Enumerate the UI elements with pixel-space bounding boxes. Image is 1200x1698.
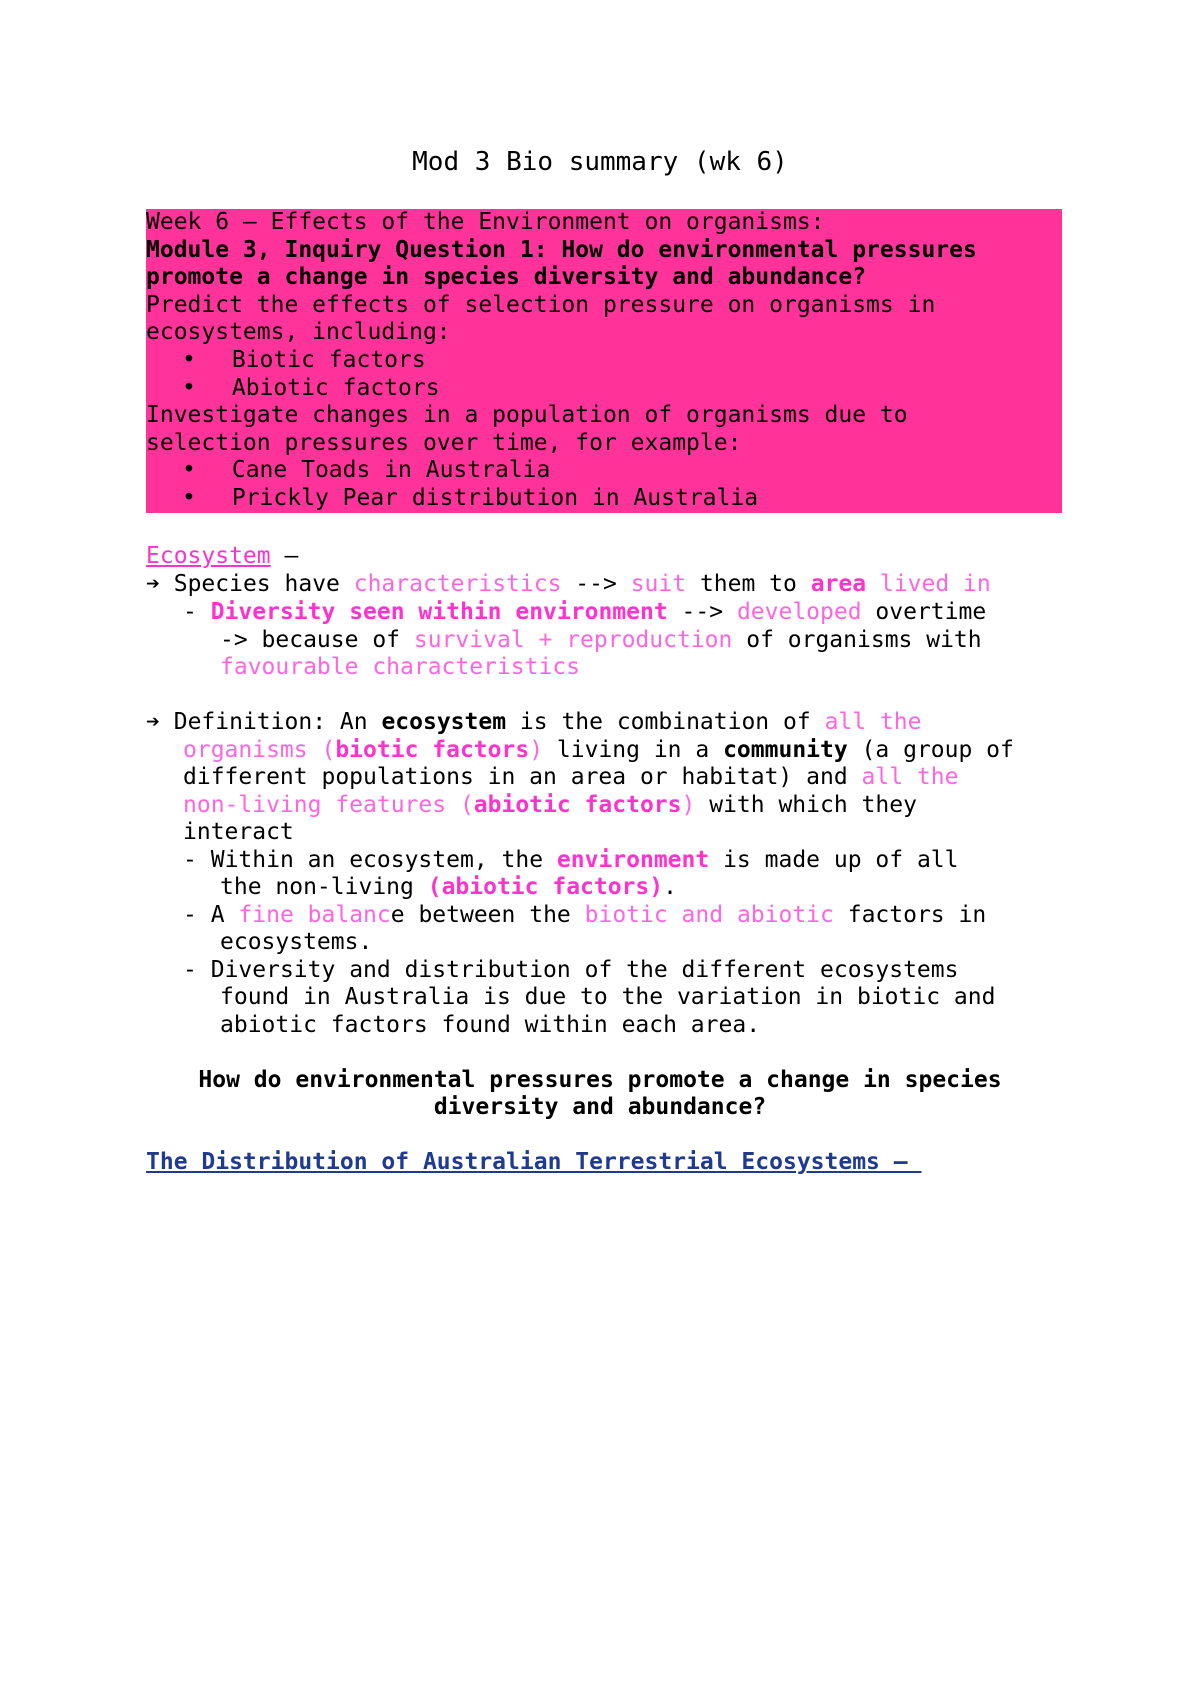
sub-point-distribution-line-3: abiotic factors found within each area. (220, 1012, 761, 1038)
sub-point-balance (183, 902, 986, 930)
sub-point-distribution (183, 957, 958, 985)
question-line-2: diversity and abundance? (433, 1094, 767, 1120)
bullet-prickly-pear (182, 485, 758, 513)
text-span: lived in (879, 571, 991, 597)
sub-point-diversity-line-2 (220, 627, 982, 655)
bullet-text: Abiotic factors (231, 374, 440, 401)
box-investigate-line-2: selection pressures over time, for example: (146, 429, 742, 456)
arrow-point-1 (146, 571, 991, 599)
text-span: favourable characteristics (220, 654, 581, 680)
text-span: all the (861, 764, 959, 790)
text-span: developed (736, 599, 862, 625)
definition-line-5: interact (183, 819, 294, 845)
text-span: ) (681, 792, 696, 818)
definition-line-2 (183, 737, 1014, 765)
text-span: factors in (833, 902, 987, 928)
text-span: organisms ( (183, 737, 336, 763)
text-span: ecosystem (381, 709, 507, 735)
ecosystem-heading-text: Ecosystem (146, 543, 271, 569)
arrow-icon: ➔ (146, 709, 160, 735)
dash: - (183, 957, 197, 983)
text-span: all the (824, 709, 922, 735)
text-span: characteristics (353, 571, 562, 597)
text-span: of organisms with (732, 627, 982, 653)
text-span: Diversity and distribution of the different ecosystems (210, 957, 959, 983)
sub-point-diversity (183, 599, 986, 627)
ecosystem-heading-dash: – (270, 543, 299, 569)
text-span: --> (561, 571, 631, 597)
text-span: biotic factors (335, 737, 530, 763)
arrow-point-2 (146, 709, 922, 737)
text-span: Within an ecosystem, the (210, 847, 557, 873)
sub-point-distribution-line-2: found in Australia is due to the variation in biotic and (220, 984, 996, 1010)
dash: - (183, 599, 197, 625)
text-span: e between the (390, 902, 585, 928)
box-module-line-2: promote a change in species diversity and abundance? (146, 264, 867, 291)
bullet-dot: • (182, 485, 196, 511)
bullet-text: Prickly Pear distribution in Australia (231, 485, 759, 511)
text-span: the non-living (220, 874, 428, 900)
bullet-dot: • (182, 374, 196, 401)
text-span: -> because of (220, 627, 414, 653)
text-span: living in a (543, 737, 724, 763)
box-module-line-1: Module 3, Inquiry Question 1: How do environmental pressures (146, 236, 977, 263)
text-span: with which they (695, 792, 917, 818)
bullet-text: Cane Toads in Australia (231, 457, 551, 484)
bullet-biotic (182, 347, 426, 375)
dash: - (183, 902, 197, 928)
text-span: community (723, 737, 848, 763)
text-span: them to (686, 571, 811, 597)
bullet-text: Biotic factors (231, 347, 426, 373)
definition-line-3 (183, 764, 958, 792)
sub-point-environment (183, 847, 958, 875)
box-predict-line-2: ecosystems, including: (146, 319, 451, 346)
text-span: . (663, 874, 677, 900)
text-span: --> (667, 599, 737, 625)
text-span: survival + reproduction (413, 627, 733, 653)
text-span: overtime (861, 599, 987, 625)
sub-point-balance-line-2: ecosystems. (220, 929, 373, 955)
text-span: environment (556, 847, 710, 873)
text-span: (a group of (847, 737, 1014, 763)
text-span: different populations in an area or habitat) and (183, 764, 862, 790)
text-span: ) (529, 737, 544, 763)
definition-line-4 (183, 792, 917, 820)
text-span: Diversity seen within environment (210, 599, 668, 625)
box-week-line: Week 6 – Effects of the Environment on organisms: (146, 209, 825, 235)
question-line-1: How do environmental pressures promote a change in species (198, 1067, 1002, 1093)
bullet-dot: • (182, 457, 196, 484)
text-span: (abiotic factors) (427, 874, 664, 900)
text-span: A (210, 902, 239, 928)
ecosystem-heading (146, 543, 298, 571)
text-span: non-living features ( (183, 792, 474, 818)
text-span (866, 571, 880, 597)
bullet-abiotic (182, 375, 440, 403)
dash: - (183, 847, 197, 873)
sub-point-diversity-line-3 (220, 654, 580, 682)
text-span: Definition: An (173, 709, 382, 735)
sub-point-environment-line-2 (220, 874, 677, 902)
text-span: Species have (173, 571, 354, 597)
inquiry-box (146, 209, 1062, 513)
distribution-heading: The Distribution of Australian Terrestrial Ecosystems – (146, 1149, 922, 1175)
text-span: is the combination of (506, 709, 825, 735)
text-span: biotic and abiotic (584, 902, 834, 928)
arrow-icon: ➔ (146, 571, 160, 597)
bullet-dot: • (182, 347, 196, 373)
bullet-cane-toads (182, 457, 550, 485)
text-span: is made up of all (709, 847, 959, 873)
page-title: Mod 3 Bio summary (wk 6) (412, 147, 788, 177)
text-span: suit (630, 571, 687, 597)
text-span: area (810, 571, 867, 597)
box-predict-line-1: Predict the effects of selection pressure on organisms in (146, 291, 936, 318)
box-investigate-line-1: Investigate changes in a population of organisms due to (146, 402, 908, 429)
text-span: abiotic factors (473, 792, 682, 818)
text-span: fine balanc (238, 902, 391, 928)
